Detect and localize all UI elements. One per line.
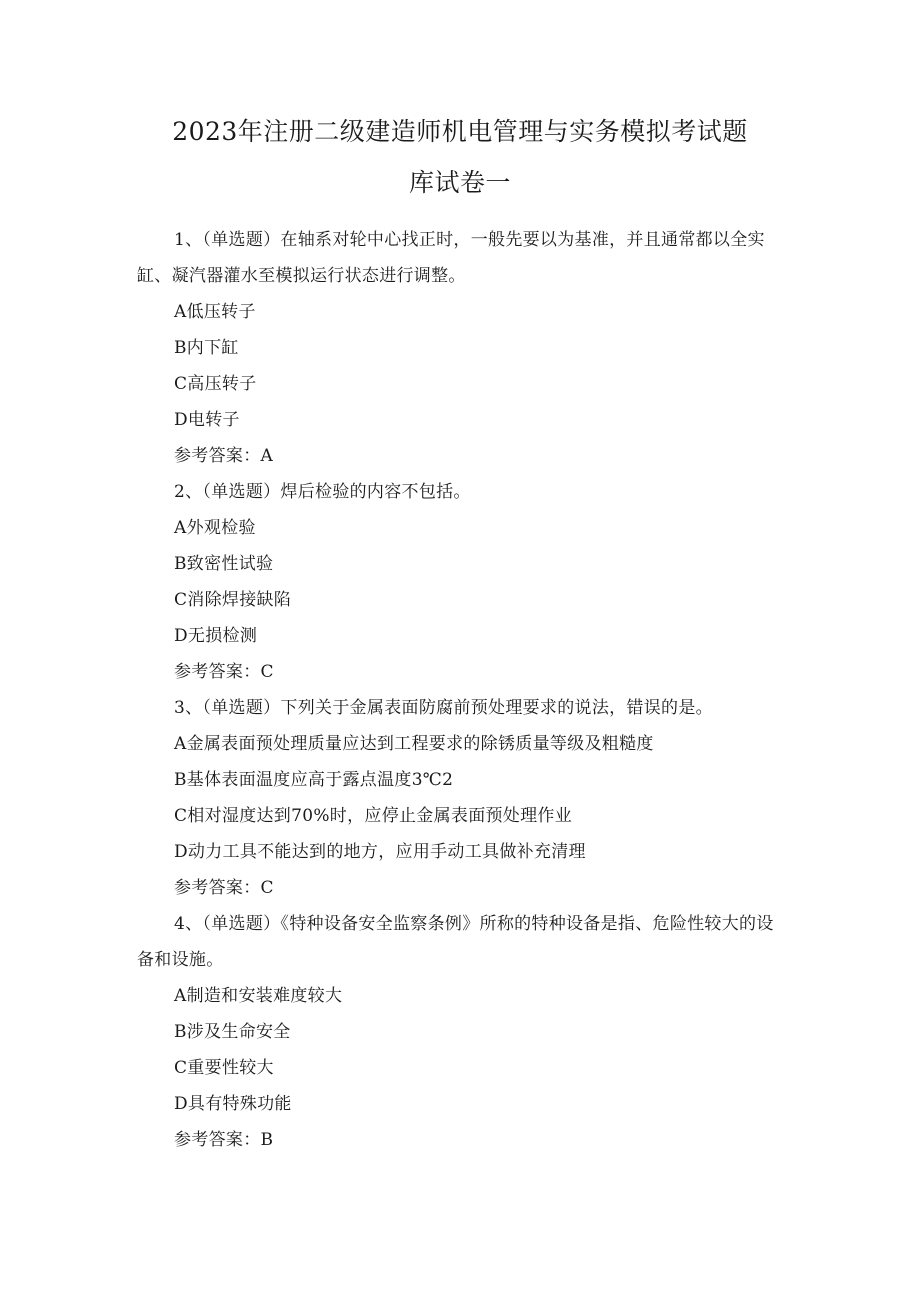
question-list [137,222,787,1158]
question-stem: 4、（单选题）《特种设备安全监察条例》所称的特种设备是指、危险性较大的设备和设施。 [137,914,774,970]
option-a: A外观检验 [174,518,256,538]
option-d: D具有特殊功能 [174,1094,292,1114]
reference-answer: 参考答案：C [174,662,274,682]
option-a: A金属表面预处理质量应达到工程要求的除锈质量等级及粗糙度 [174,734,654,754]
question-4 [137,906,787,1158]
reference-answer: 参考答案：A [174,446,274,466]
option-d: D动力工具不能达到的地方，应用手动工具做补充清理 [174,842,586,862]
question-stem: 1、（单选题）在轴系对轮中心找正时，一般先要以为基准，并且通常都以全实缸、凝汽器灌水至模拟运行状态进行调整。 [137,230,765,286]
document-title-line2: 库试卷一 [408,168,511,197]
option-d: D电转子 [174,410,240,430]
option-b: B基体表面温度应高于露点温度3℃2 [174,770,454,790]
option-b: B内下缸 [174,338,239,358]
reference-answer: 参考答案：B [174,1130,274,1150]
question-1 [137,222,787,474]
option-a: A低压转子 [174,302,256,322]
question-2 [137,474,787,690]
option-c: C消除焊接缺陷 [174,590,292,610]
question-stem: 2、（单选题）焊后检验的内容不包括。 [174,482,471,502]
document-title-line1: 2023年注册二级建造师机电管理与实务模拟考试题 [172,117,748,146]
question-3 [137,690,787,906]
option-b: B涉及生命安全 [174,1022,291,1042]
reference-answer: 参考答案：C [174,878,274,898]
option-c: C相对湿度达到70%时，应停止金属表面预处理作业 [174,806,572,826]
option-b: B致密性试验 [174,554,274,574]
option-a: A制造和安装难度较大 [174,986,343,1006]
option-d: D无损检测 [174,626,258,646]
option-c: C重要性较大 [174,1058,274,1078]
question-stem: 3、（单选题）下列关于金属表面防腐前预处理要求的说法，错误的是。 [174,698,713,718]
option-c: C高压转子 [174,374,257,394]
